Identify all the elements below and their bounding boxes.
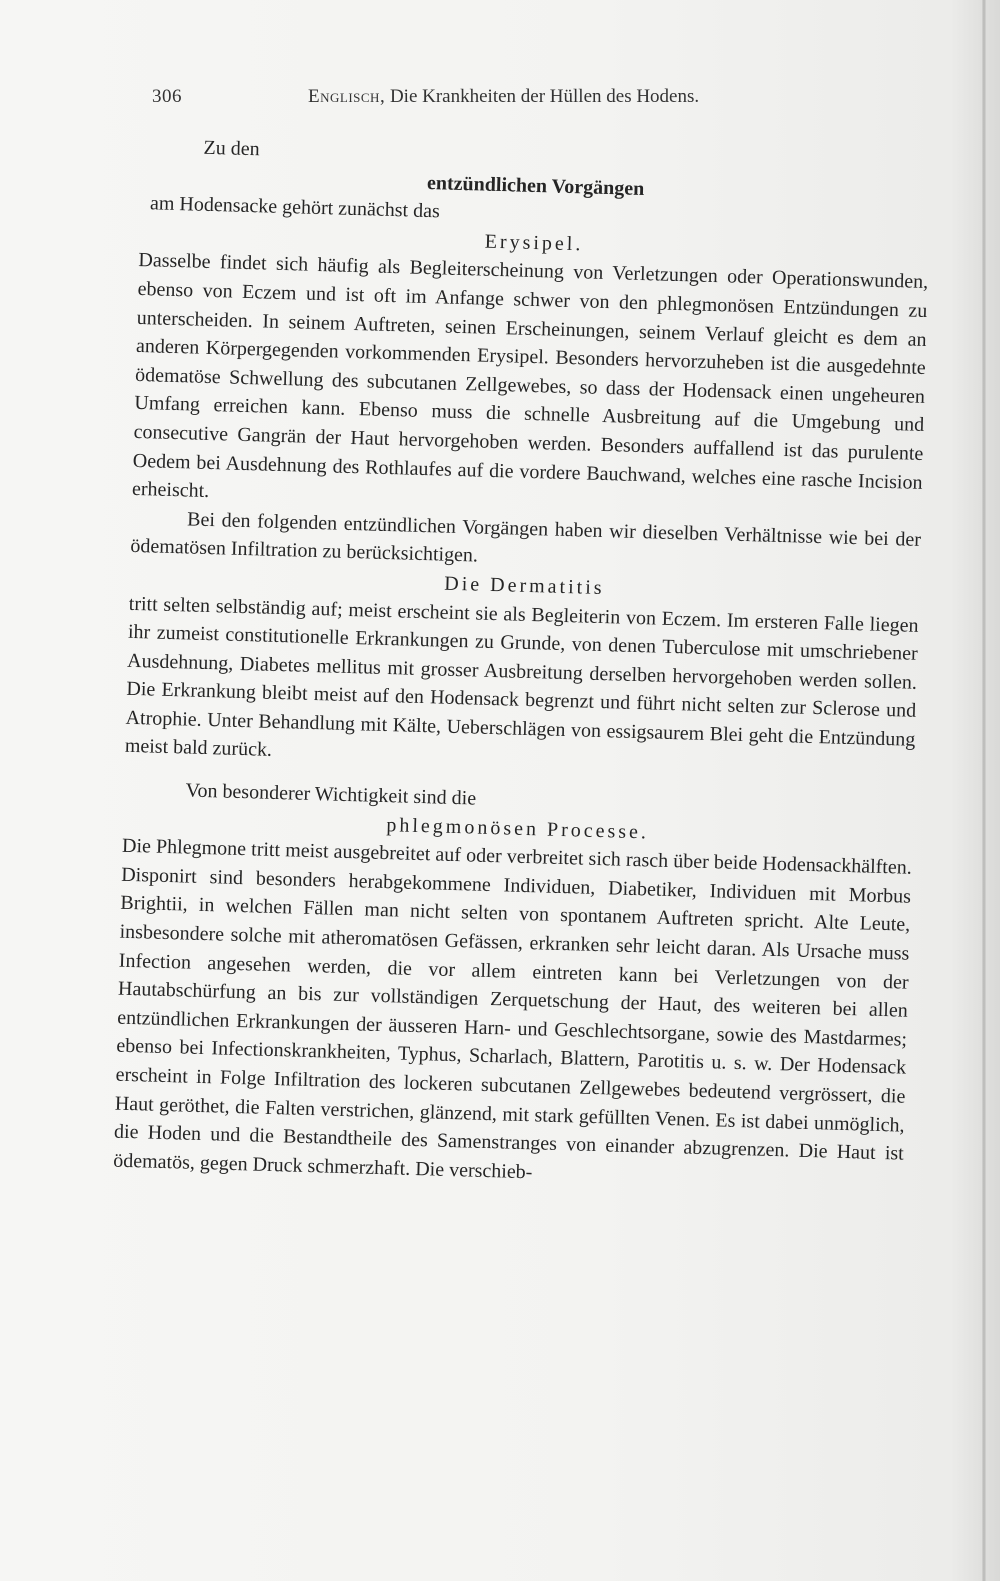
header-author: Englisch, bbox=[308, 86, 386, 107]
page-number: 306 bbox=[152, 86, 182, 107]
erysipel-paragraph: Dasselbe findet sich häufig als Begleiterscheinung von Verletzungen oder Operationswunden, ebenso von Eczem und ist oft im Anfange schwer von den phlegmonösen Entzündungen zu unterscheiden. In seinem Auftreten, seinen Erscheinungen, seinem Verlauf gleicht es dem an anderen Körpergegenden vorkommenden Erysipel. Besonders hervorzuheben ist die ausgedehnte ödematöse Schwellung des subcutanen Zellgewebes, so dass der Hodensack einen ungeheuren Umfang erreichen kann. Ebenso muss die schnelle Ausbreitung auf die Umgebung und consecutive Gangrän der Haut hervorgehoben werden. Besonders auffallend ist das purulente Oedem bei Ausdehnung des Rothlaufes auf die vordere Bauchwand, welches eine rasche Incision erheischt. bbox=[131, 249, 929, 503]
phlegmon-heading: phlegmonösen Processe. bbox=[386, 813, 650, 844]
body-text bbox=[113, 132, 932, 1197]
erysipel-heading: Erysipel. bbox=[484, 230, 584, 256]
running-header bbox=[152, 86, 792, 114]
phlegmon-paragraph: Die Phlegmone tritt meist ausgebreitet auf oder verbreitet sich rasch über beide Hodensackhälften. Disponirt sind besonders herabgekommene Individuen, Diabetiker, Individuen mit Morbus Brightii, in welchen Fällen man nicht selten von spontanem Auftreten spricht. Alte Leute, insbesondere solche mit atheromatösen Gefässen, erkranken sehr leicht daran. Als Ursache muss Infection angesehen werden, die vor allem eintreten kann bei Verletzungen von der Hautabschürfung an bis zur vollständigen Zerquetschung der Haut, des weiteren bei allen entzündlichen Erkrankungen der äusseren Harn- und Geschlechtsorgane, sowie des Mastdarmes; ebenso bei Infectionskrankheiten, Typhus, Scharlach, Blattern, Parotitis u. s. w. Der Hodensack erscheint in Folge Infiltration des lockeren subcutanen Zellgewebes bedeutend vergrössert, die Haut geröthet, die Falten verstrichen, glänzend, mit stark gefüllten Venen. Es ist dabei unmöglich, die Hoden und die Bestandtheile des Samenstranges von einander abzugrenzen. Die Haut ist ödematös, gegen Druck schmerzhaft. Die verschieb- bbox=[112, 834, 913, 1184]
dermatitis-paragraph: tritt selten selbständig auf; meist erscheint sie als Begleiterin von Eczem. Im ersteren Falle liegen ihr zumeist constitutionelle Erkrankungen zu Grunde, von denen Tuberculose mit umschriebener Ausdehnung, Diabetes mellitus mit grosser Ausbreitung derselben hervorgehoben werden sollen. Die Erkrankung bleibt meist auf den Hodensack begrenzt und führt nicht selten zur Sclerose und Atrophie. Unter Behandlung mit Kälte, Ueberschlägen von essigsaurem Blei geht die Entzündung meist bald zurück. bbox=[124, 592, 919, 762]
intro-continuation: am Hodensacke gehört zunächst das bbox=[149, 192, 441, 223]
page-edge-shadow bbox=[982, 0, 986, 1581]
header-title: Die Krankheiten der Hüllen des Hodens. bbox=[389, 86, 700, 107]
section-heading: entzündlichen Vorgängen bbox=[426, 171, 645, 200]
transition-paragraph: Bei den folgenden entzündlichen Vorgängen haben wir dieselben Verhältnisse wie bei der ödematösen Infiltration zu berücksichtigen. bbox=[130, 508, 922, 567]
phlegmon-intro: Von besonderer Wichtigkeit sind die bbox=[185, 779, 477, 810]
dermatitis-heading: Die Dermatitis bbox=[444, 572, 605, 599]
running-title bbox=[308, 86, 699, 108]
intro-line: Zu den bbox=[203, 136, 260, 161]
